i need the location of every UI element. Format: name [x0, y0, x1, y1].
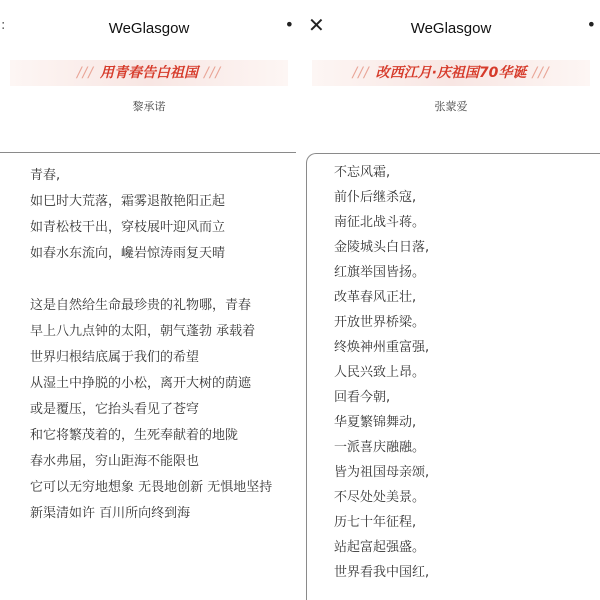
author-name: 张蒙爱 [434, 100, 468, 113]
edge-glyph: : [1, 18, 6, 33]
poem-line: 金陵城头白日落, [334, 240, 430, 255]
close-icon[interactable]: ✕ [308, 13, 325, 37]
article-panel-right [302, 0, 600, 600]
poem-line: 从湿土中挣脱的小松，离开大树的荫遮 [30, 376, 252, 391]
poem-line: 不忘风霜, [334, 165, 391, 180]
poem-line: 或是覆压，它抬头看见了苍穹 [30, 402, 200, 417]
poem-line: 它可以无穷地想象 无畏地创新 无惧地坚持 [30, 480, 273, 495]
poem-line: 改革春风正壮, [334, 290, 417, 305]
app-title: WeGlasgow [410, 20, 492, 37]
top-nav-bar [0, 0, 298, 56]
poem-text [334, 163, 584, 588]
poem-line: 如巳时大荒落，霜雾退散艳阳正起 [30, 194, 226, 209]
poem-line: 皆为祖国母亲颂, [334, 465, 430, 480]
poem-line: 回看今朝, [334, 390, 391, 405]
poem-line: 人民兴致上昂。 [334, 365, 426, 380]
stanza-break [30, 269, 286, 291]
poem-line: 早上八九点钟的太阳，朝气蓬勃 承载着 [30, 324, 256, 339]
poem-line: 终焕神州重富强, [334, 340, 430, 355]
divider-rule [0, 152, 296, 153]
poem-line: 红旗举国皆扬。 [334, 265, 426, 280]
poem-line: 春水弗届，穷山距海不能限也 [30, 454, 200, 469]
decorative-slashes: /// [76, 65, 94, 81]
poem-line: 站起富起强盛。 [334, 540, 426, 555]
poem-line: 和它将繁茂着的，生死奉献着的地陇 [30, 428, 239, 443]
poem-line: 前仆后继杀寇, [334, 190, 417, 205]
poem-line: 不尽处处美景。 [334, 490, 426, 505]
app-title: WeGlasgow [108, 20, 190, 37]
decorative-slashes: /// [532, 65, 550, 81]
poem-line: 历七十年征程, [334, 515, 417, 530]
poem-line: 一派喜庆融融。 [334, 440, 426, 455]
poem-line: 南征北战斗蒋。 [334, 215, 426, 230]
more-options-icon[interactable]: • [586, 15, 596, 34]
poem-line: 世界看我中国红, [334, 565, 430, 580]
more-options-icon[interactable]: • [284, 15, 294, 34]
poem-line: 这是自然给生命最珍贵的礼物哪，青春 [30, 298, 252, 313]
poem-line: 华夏繁锦舞动, [334, 415, 417, 430]
poem-line: 新渠清如许 百川所向终到海 [30, 506, 191, 521]
article-panel-left [0, 0, 298, 600]
top-nav-bar [302, 0, 600, 56]
poem-text [30, 165, 286, 529]
decorative-slashes: /// [352, 65, 370, 81]
decorative-slashes: /// [204, 65, 222, 81]
poem-line: 如春水东流向，巉岩惊涛雨复天晴 [30, 246, 226, 261]
poem-line: 世界归根结底属于我们的希望 [30, 350, 200, 365]
poem-line: 青春, [30, 168, 61, 183]
poem-line: 如青松枝干出，穿枝展叶迎风而立 [30, 220, 226, 235]
article-title-banner [312, 60, 590, 86]
article-title-banner [10, 60, 288, 86]
article-headline: 改西江月·庆祖国70华诞 [375, 65, 527, 81]
poem-line: 开放世界桥梁。 [334, 315, 426, 330]
article-headline: 用青春告白祖国 [100, 65, 198, 81]
author-name: 黎承诺 [132, 100, 166, 113]
